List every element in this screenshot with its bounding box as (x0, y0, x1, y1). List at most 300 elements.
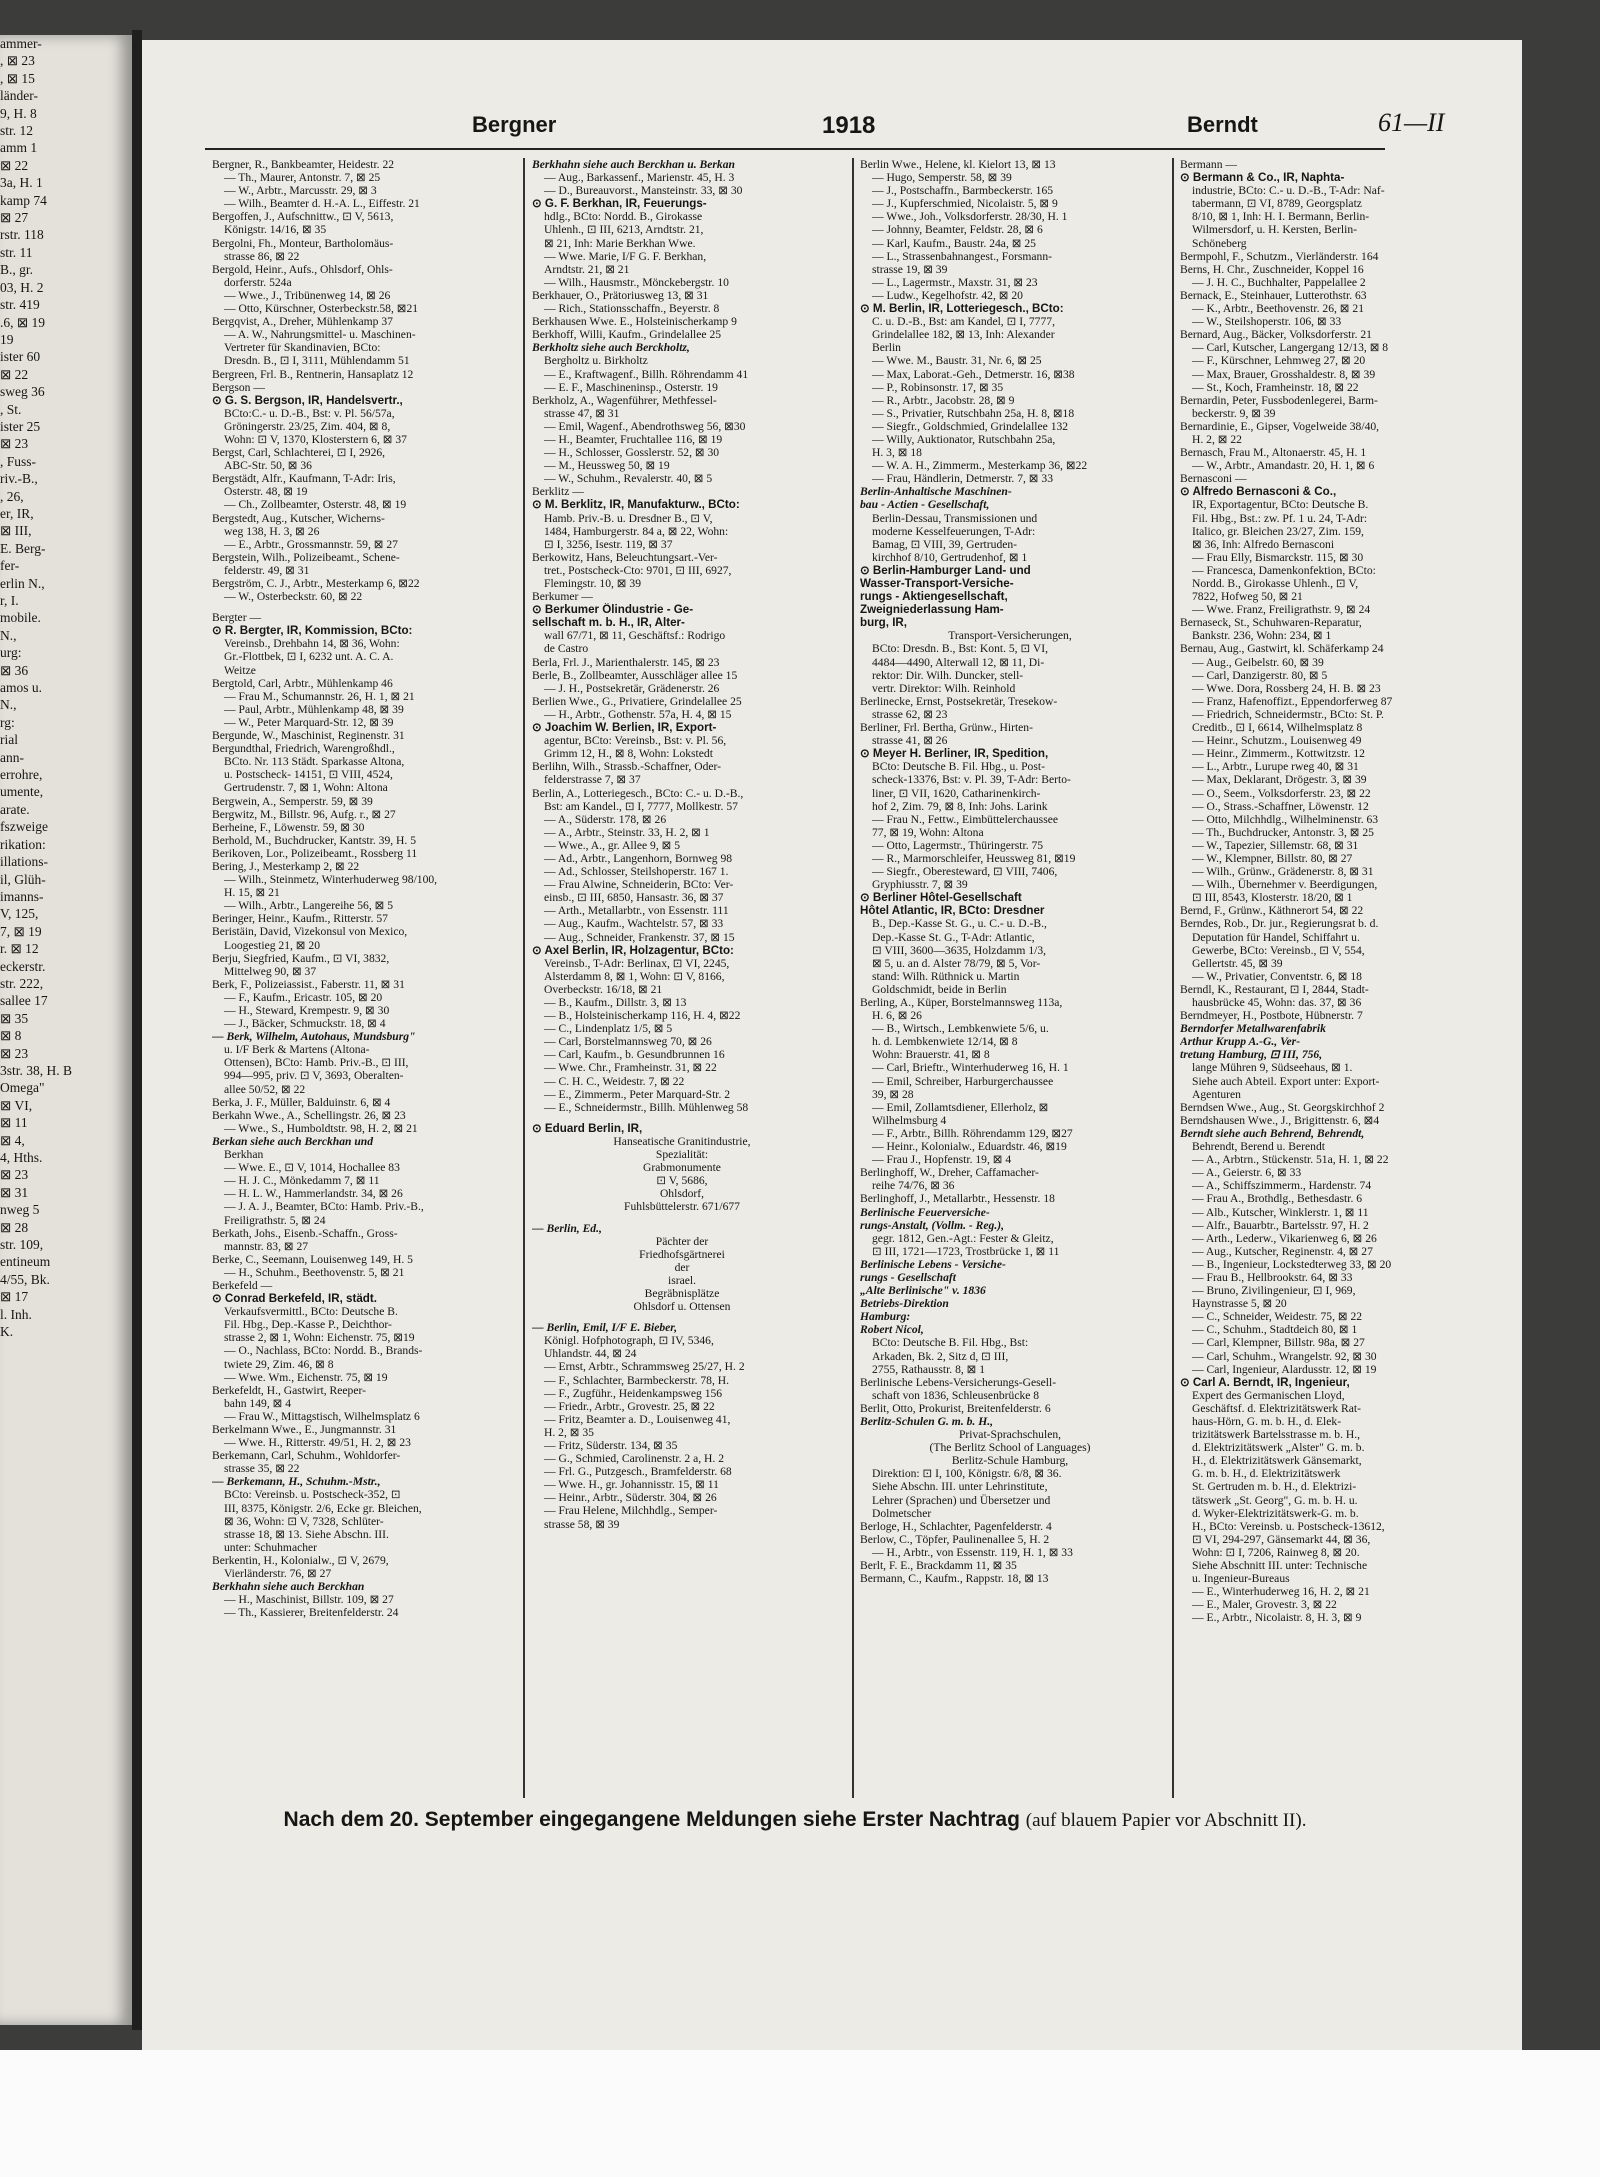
directory-entry: Friedhofsgärtnerei (639, 1247, 725, 1261)
directory-entry: Berliner, Frl. Bertha, Grünw., Hirten- (860, 721, 1033, 735)
directory-entry: — Frau M., Schumannstr. 26, H. 1, ⊠ 21 (224, 689, 415, 703)
directory-entry: — E., Maler, Grovestr. 3, ⊠ 22 (1192, 1598, 1337, 1612)
directory-entry: Berns, H. Chr., Zuschneider, Koppel 16 (1180, 262, 1364, 276)
directory-entry: Bergstein, Wilh., Polizeibeamt., Schene- (212, 550, 400, 564)
directory-entry: — F., Arbtr., Billh. Röhrendamm 129, ⊠27 (872, 1126, 1073, 1140)
left-page-text-fragment: imanns- (0, 888, 44, 904)
directory-entry: Osterstr. 48, ⊠ 19 (224, 485, 308, 499)
left-page-text-fragment: ⊠ 4, (0, 1132, 25, 1148)
directory-entry: — Heinr., Kolonialw., Eduardstr. 46, ⊠19 (872, 1140, 1067, 1154)
directory-entry: vertr. Direktor: Wilh. Reinhold (872, 681, 1016, 695)
directory-entry: Bermann, C., Kaufm., Rappstr. 18, ⊠ 13 (860, 1572, 1049, 1586)
directory-entry: Berle, B., Zollbeamter, Ausschläger allee 15 (532, 668, 738, 682)
directory-entry: — Wwe. H., gr. Johannisstr. 15, ⊠ 11 (544, 1478, 719, 1492)
directory-entry: — Carl, Klempner, Billstr. 98a, ⊠ 27 (1192, 1336, 1365, 1350)
directory-entry: Privat-Sprachschulen, (958, 1428, 1062, 1442)
directory-entry: — W., Steilshoperstr. 106, ⊠ 33 (1192, 315, 1342, 329)
directory-entry: Grabmonumente (643, 1161, 721, 1175)
left-page-fragment (0, 35, 132, 2025)
directory-entry: — Otto, Kürschner, Osterbeckstr.58, ⊠21 (224, 302, 419, 316)
directory-entry: — Ludw., Kegelhofstr. 42, ⊠ 20 (872, 288, 1023, 302)
left-page-text-fragment: ⊠ 23 (0, 1167, 29, 1183)
directory-entry: — Arth., Metallarbtr., von Essenstr. 111 (544, 904, 729, 918)
directory-entry: strasse 2, ⊠ 1, Wohn: Eichenstr. 75, ⊠19 (224, 1331, 415, 1345)
directory-entry: Dep.-Kasse St. G., T-Adr: Atlantic, (872, 930, 1035, 944)
directory-entry: Bergholtz u. Birkholtz (544, 354, 648, 368)
page-header (142, 108, 1522, 142)
directory-entry: — W., Schuhm., Revalerstr. 40, ⊠ 5 (544, 472, 713, 486)
directory-entry: — O., Seem., Volksdorferstr. 23, ⊠ 22 (1192, 786, 1371, 800)
directory-entry: — L., Lagermstr., Maxstr. 31, ⊠ 23 (872, 275, 1038, 289)
directory-entry (532, 1114, 832, 1122)
directory-entry: — C. H. C., Weidestr. 7, ⊠ 22 (544, 1074, 685, 1088)
directory-entry: — Wwe., S., Humboldtstr. 98, H. 2, ⊠ 21 (224, 1121, 418, 1135)
directory-entry: — Wilh., Arbtr., Langereihe 56, ⊠ 5 (224, 899, 394, 913)
directory-entry: Bernasch, Frau M., Altonaerstr. 45, H. 1 (1180, 446, 1367, 460)
directory-entry: — Willy, Auktionator, Rutschbahn 25a, (872, 432, 1056, 446)
directory-entry: — Wwe., J., Tribünenweg 14, ⊠ 26 (224, 288, 391, 302)
directory-entry: — Francesca, Damenkonfektion, BCto: (1192, 563, 1376, 577)
directory-entry: — Aug., Kaufm., Wachtelstr. 57, ⊠ 33 (544, 917, 724, 931)
directory-entry: Hamburg: (860, 1310, 911, 1324)
directory-entry: — A. W., Nahrungsmittel- u. Maschinen- (224, 328, 416, 342)
directory-entry: ⊙ Eduard Berlin, IR, (532, 1121, 643, 1135)
left-page-text-fragment: kamp 74 (0, 192, 47, 208)
directory-entry: ⊠ 5, u. an d. Alster 78/79, ⊠ 5, Vor- (872, 956, 1041, 970)
directory-entry: Arthur Krupp A.-G., Ver- (1180, 1035, 1301, 1049)
directory-entry: Behrendt, Berend u. Berendt (1192, 1140, 1325, 1154)
directory-entry: Verkaufsvermittl., BCto: Deutsche B. (224, 1305, 398, 1319)
directory-entry (212, 603, 512, 611)
directory-entry: felderstrasse 7, ⊠ 37 (544, 773, 641, 787)
directory-entry: Berkath, Johs., Eisenb.-Schaffn., Gross- (212, 1226, 398, 1240)
left-page-text-fragment: 4, Hths. (0, 1150, 43, 1165)
directory-entry: Bergstädt, Alfr., Kaufmann, T-Adr: Iris, (212, 472, 396, 486)
left-page-text-fragment: il, Glüh- (0, 871, 46, 887)
directory-entry: — E., Kraftwagenf., Billh. Röhrendamm 41 (544, 367, 749, 381)
directory-entry: Berndl, K., Restaurant, ⊡ I, 2844, Stadt- (1180, 982, 1369, 996)
directory-entry: de Castro (544, 642, 589, 656)
directory-entry: Grindelallee 182, ⊠ 13, Inh: Alexander (872, 328, 1055, 342)
directory-entry: Dresdn. B., ⊡ I, 3111, Mühlendamm 51 (224, 354, 410, 368)
directory-entry: G. m. b. H., d. Elektrizitätswerk (1192, 1467, 1341, 1481)
directory-entry: C. u. D.-B., Bst: am Kandel, ⊡ I, 7777, (872, 315, 1055, 329)
directory-entry: d. Elektrizitätswerk „Alster" G. m. b. (1192, 1441, 1365, 1455)
directory-entry: Gellertstr. 45, ⊠ 39 (1192, 956, 1283, 970)
directory-entry: Berkan siehe auch Berckhan und (212, 1134, 374, 1148)
directory-entry: H., BCto: Vereinsb. u. Postscheck-13612, (1192, 1519, 1385, 1533)
directory-entry: — Frau J., Hopfenstr. 19, ⊠ 4 (872, 1153, 1012, 1167)
directory-entry: felderstr. 49, ⊠ 31 (224, 563, 310, 577)
directory-entry: — W., Osterbeckstr. 60, ⊠ 22 (224, 590, 363, 604)
directory-entry: — B., Wirtsch., Lembkenwiete 5/6, u. (872, 1022, 1049, 1036)
directory-entry: Bernack, E., Steinhauer, Lutterothstr. 63 (1180, 288, 1367, 302)
directory-entry: — F., Kaufm., Ericastr. 105, ⊠ 20 (224, 990, 383, 1004)
directory-entry: — Th., Kassierer, Breitenfelderstr. 24 (224, 1606, 399, 1620)
directory-entry: strasse 18, ⊠ 13. Siehe Abschn. III. (224, 1527, 389, 1541)
directory-entry: — Friedrich, Schneidermstr., BCto: St. P. (1192, 707, 1384, 721)
directory-entry: bahn 149, ⊠ 4 (224, 1396, 292, 1410)
directory-entry: — Frau Alwine, Schneiderin, BCto: Ver- (544, 878, 734, 892)
directory-entry: Schöneberg (1192, 236, 1247, 250)
left-page-text-fragment: sweg 36 (0, 384, 45, 400)
directory-entry: — Arth., Lederw., Vikarienweg 6, ⊠ 26 (1192, 1231, 1377, 1245)
left-page-text-fragment: , ⊠ 23 (0, 53, 35, 69)
directory-entry: — Aug., Geibelstr. 60, ⊠ 39 (1192, 655, 1324, 669)
directory-entry: Nordd. B., Girokasse Uhlenh., ⊡ V, (1192, 577, 1359, 590)
directory-entry: tabermann, ⊡ VI, 8789, Georgsplatz (1192, 197, 1362, 211)
directory-entry: hausbrücke 45, Wohn: das. 37, ⊠ 36 (1192, 996, 1362, 1009)
directory-entry: Bering, J., Mesterkamp 2, ⊠ 22 (212, 859, 360, 873)
directory-entry: ⊙ Conrad Berkefeld, IR, städt. (212, 1292, 377, 1306)
left-page-text-fragment: ⊠ 23 (0, 436, 29, 452)
directory-entry: — Berk, Wilhelm, Autohaus, Mundsburg" (212, 1030, 416, 1044)
directory-entry: ⊡ I, 3256, Isestr. 119, ⊠ 37 (544, 537, 673, 551)
left-page-text-fragment: urg: (0, 645, 22, 661)
directory-entry: H. 6, ⊠ 26 (872, 1009, 922, 1023)
directory-entry: Wilmersdorf, u. H. Kersten, Berlin- (1192, 223, 1358, 237)
directory-entry: — Ch., Zollbeamter, Osterstr. 48, ⊠ 19 (224, 498, 407, 512)
left-page-text-fragment: rial (0, 732, 18, 748)
header-rule (205, 148, 1385, 150)
directory-entry: Loogestieg 21, ⊠ 20 (224, 938, 321, 952)
directory-entry: scheck-13376, Bst: v. Pl. 39, T-Adr: Berto- (872, 773, 1071, 787)
left-page-text-fragment: rstr. 118 (0, 227, 44, 243)
directory-entry: ⊙ Carl A. Berndt, IR, Ingenieur, (1180, 1375, 1350, 1389)
directory-entry: Wohn: ⊡ I, 7206, Rainweg 8, ⊠ 20. (1192, 1545, 1360, 1559)
directory-entry: — Wilh., Beamter d. H.-A. L., Eiffestr. 21 (224, 197, 420, 211)
directory-entry: Berndshausen Wwe., J., Brigittenstr. 6, ⊠4 (1180, 1113, 1380, 1127)
directory-entry: Bermpohl, F., Schutzm., Vierländerstr. 164 (1180, 249, 1379, 263)
left-page-text-fragment: erlin N., (0, 575, 45, 591)
directory-entry: strasse 58, ⊠ 39 (544, 1517, 620, 1531)
directory-entry: ⊙ Axel Berlin, IR, Holzagentur, BCto: (532, 943, 734, 957)
left-page-text-fragment: er, IR, (0, 505, 34, 521)
directory-entry: Berkholz, A., Wagenführer, Methfessel- (532, 393, 717, 407)
directory-entry: Vertreter für Skandinavien, BCto: (224, 341, 381, 355)
directory-entry: Bergner, R., Bankbeamter, Heidestr. 22 (212, 158, 395, 171)
left-page-text-fragment: ⊠ VI, (0, 1097, 33, 1113)
directory-entry: Berklitz — (532, 485, 584, 499)
directory-entry: u. Ingenieur-Bureaus (1192, 1572, 1290, 1586)
directory-entry: Berhold, M., Buchdrucker, Kantstr. 39, H. 5 (212, 833, 417, 847)
directory-entry: — A., Arbtrn., Stückenstr. 51a, H. 1, ⊠ 22 (1192, 1153, 1389, 1167)
directory-entry: — R., Arbtr., Jacobstr. 28, ⊠ 9 (872, 393, 1015, 407)
directory-entry: Bergoffen, J., Aufschnittw., ⊡ V, 5613, (212, 210, 394, 224)
left-page-text-fragment: str. 11 (0, 244, 33, 260)
directory-entry: Bergunde, W., Maschinist, Reginenstr. 31 (212, 729, 405, 743)
left-page-text-fragment: B., gr. (0, 262, 34, 278)
directory-entry: strasse 86, ⊠ 22 (224, 249, 300, 263)
left-page-text-fragment: r, I. (0, 593, 19, 608)
left-page-text-fragment: l. Inh. (0, 1306, 32, 1322)
directory-entry: — W., Tapezier, Sillemstr. 68, ⊠ 31 (1192, 838, 1359, 852)
directory-entry: 4484—4490, Alterwall 12, ⊠ 11, Di- (872, 655, 1045, 669)
directory-entry: Berkhoff, Willi, Kaufm., Grindelallee 25 (532, 328, 722, 342)
directory-entry: — Carl, Danzigerstr. 80, ⊠ 5 (1192, 668, 1328, 682)
directory-entry: — W. A. H., Zimmerm., Mesterkamp 36, ⊠22 (872, 459, 1088, 473)
directory-entry: Hôtel Atlantic, IR, BCto: Dresdner (860, 904, 1045, 918)
directory-entry: Uhlenh., ⊡ III, 6213, Arndtstr. 21, (544, 223, 704, 237)
directory-entry: kirchhof 8/10, Gertrudenhof, ⊠ 1 (872, 550, 1028, 564)
directory-entry: Hamb. Priv.-B. u. Dresdner B., ⊡ V, (544, 511, 713, 525)
directory-entry: Berlihn, Wilh., Strassb.-Schaffner, Oder- (532, 760, 722, 774)
directory-entry: ⊡ V, 5686, (656, 1174, 708, 1188)
column-3 (860, 158, 1160, 1798)
directory-entry: Uhlandstr. 44, ⊠ 24 (544, 1347, 637, 1361)
left-page-text-fragment: 3a, H. 1 (0, 175, 43, 191)
directory-entry: Wohn: ⊡ V, 1370, Klosterstern 6, ⊠ 37 (224, 432, 407, 446)
directory-entry: Bergolni, Fh., Monteur, Bartholomäus- (212, 236, 394, 250)
directory-entry: wall 67/71, ⊠ 11, Geschäftsf.: Rodrigo (544, 629, 726, 643)
directory-entry: — H., Arbtr., von Essenstr. 119, H. 1, ⊠ 33 (872, 1545, 1073, 1559)
directory-entry: Berkumer — (532, 590, 593, 604)
directory-entry: mannstr. 83, ⊠ 27 (224, 1239, 309, 1253)
directory-entry: — R., Marmorschleifer, Heussweg 81, ⊠19 (872, 851, 1076, 865)
directory-entry: Vereinsb., Drehbahn 14, ⊠ 36, Wohn: (224, 637, 400, 651)
directory-entry: BCto: Dresdn. B., Bst: Kont. 5, ⊡ VI, (872, 642, 1049, 656)
directory-entry: u. I/F Berk & Martens (Altona- (224, 1043, 370, 1057)
header-first-entry: Bergner (472, 112, 557, 137)
left-page-text-fragment: ⊠ 35 (0, 1010, 29, 1026)
directory-entry: Berkelmann Wwe., E., Jungmannstr. 31 (212, 1423, 397, 1436)
directory-entry: — Alfr., Bauarbtr., Bartelsstr. 97, H. 2 (1192, 1218, 1369, 1232)
directory-entry: — O., Nachlass, BCto: Nordd. B., Brands- (224, 1344, 423, 1358)
directory-entry: Berlinische Feuerversiche- (860, 1205, 990, 1219)
directory-entry: — C., Lindenplatz 1/5, ⊠ 5 (544, 1022, 673, 1036)
directory-entry: Bamag, ⊡ VIII, 39, Gertruden- (872, 537, 1018, 551)
left-page-text-fragment: ⊠ 23 (0, 1045, 29, 1061)
directory-entry: Bernaseck, St., Schuhwaren-Reparatur, (1180, 616, 1362, 630)
scan-bottom-margin (0, 2050, 1600, 2177)
directory-entry: Berlitz-Schule Hamburg, (951, 1454, 1069, 1468)
directory-entry: beckerstr. 9, ⊠ 39 (1192, 406, 1276, 420)
left-page-text-fragment: eckerstr. (0, 958, 46, 974)
directory-entry: — J., Postschaffn., Barmbeckerstr. 165 (872, 184, 1054, 198)
directory-entry: — Wwe. Dora, Rossberg 24, H. B. ⊠ 23 (1192, 681, 1381, 695)
left-page-text-fragment: nweg 5 (0, 1202, 40, 1218)
directory-entry: Berlow, C., Töpfer, Paulinenallee 5, H. 2 (860, 1532, 1050, 1546)
directory-entry: — Friedr., Arbtr., Grovestr. 25, ⊠ 22 (544, 1399, 715, 1413)
directory-entry: III, 8375, Königstr. 2/6, Ecke gr. Bleichen, (224, 1501, 422, 1515)
directory-entry: — P., Robinsonstr. 17, ⊠ 35 (872, 380, 1004, 394)
directory-entry: Flemingstr. 10, ⊠ 39 (544, 577, 641, 590)
directory-entry: Overbeckstr. 16/18, ⊠ 21 (544, 982, 663, 996)
left-page-text-fragment: str. 12 (0, 123, 34, 139)
directory-entry: Zweigniederlassung Ham- (860, 603, 1004, 617)
directory-entry: — Siegfr., Goldschmied, Grindelallee 132 (872, 419, 1069, 433)
directory-entry: — St., Koch, Framheinstr. 18, ⊠ 22 (1192, 380, 1359, 394)
directory-entry: — H., Arbtr., Gothenstr. 57a, H. 4, ⊠ 15 (544, 707, 732, 721)
directory-entry: Begräbnisplätze (644, 1286, 720, 1300)
directory-entry: — Heinr., Schutzm., Louisenweg 49 (1192, 734, 1362, 748)
left-page-text-fragment: ⊠ 31 (0, 1184, 29, 1200)
directory-entry: — H., Maschinist, Billstr. 109, ⊠ 27 (224, 1593, 394, 1607)
directory-entry: — Otto, Lagermstr., Thüringerstr. 75 (872, 838, 1044, 852)
directory-entry: — Wwe. E., ⊡ V, 1014, Hochallee 83 (224, 1161, 400, 1175)
left-page-text-fragment: amm 1 (0, 140, 38, 156)
directory-entry: Transport-Versicherungen, (948, 629, 1072, 643)
directory-entry: — G., Schmied, Carolinenstr. 2 a, H. 2 (544, 1452, 725, 1466)
directory-entry: d. Wyker-Elektrizitätswerk-G. m. b. (1192, 1506, 1359, 1520)
directory-entry: allee 50/52, ⊠ 22 (224, 1082, 306, 1096)
directory-entry: Ohlsdorf u. Ottensen (633, 1300, 731, 1314)
directory-entry: — E., Arbtr., Grossmannstr. 59, ⊠ 27 (224, 537, 398, 551)
directory-entry: BCto: Deutsche B. Fil. Hbg., u. Post- (872, 760, 1045, 774)
left-page-text-fragment: , ⊠ 15 (0, 70, 35, 86)
directory-entry: Spezialität: (655, 1148, 709, 1162)
directory-entry: — Carl, Brieftr., Winterhuderweg 16, H. 1 (872, 1061, 1069, 1075)
directory-entry: — Berlin, Emil, I/F E. Bieber, (532, 1321, 678, 1335)
directory-entry: burg, IR, (860, 616, 908, 630)
directory-entry: Agenturen (1192, 1087, 1241, 1101)
directory-entry: Berlin Wwe., Helene, kl. Kielort 13, ⊠ 13 (860, 158, 1056, 171)
directory-entry: Wasser-Transport-Versiche- (860, 577, 1014, 590)
left-page-text-fragment: Omega" (0, 1080, 45, 1096)
directory-entry: — H., Schlosser, Gosslerstr. 52, ⊠ 30 (544, 446, 720, 460)
directory-entry: — Carl, Kaufm., b. Gesundbrunnen 16 (544, 1048, 725, 1062)
directory-entry: — Emil, Wagenf., Abendrothsweg 56, ⊠30 (544, 419, 746, 433)
directory-entry: Berkhauer, O., Prätoriusweg 13, ⊠ 31 (532, 288, 709, 302)
directory-entry: 994—995, priv. ⊡ V, 3693, Oberalten- (224, 1069, 404, 1083)
directory-entry: Deputation für Handel, Schiffahrt u. (1192, 930, 1360, 944)
directory-entry: — L., Arbtr., Lurupe rweg 40, ⊠ 31 (1192, 760, 1359, 774)
left-page-text-fragment: 4/55, Bk. (0, 1271, 50, 1287)
directory-entry: — W., Peter Marquard-Str. 12, ⊠ 39 (224, 715, 394, 729)
directory-entry: Gr.-Flottbek, ⊡ I, 6232 unt. A. C. A. (224, 650, 394, 664)
directory-entry: Berlinecke, Ernst, Postsekretär, Tresekow- (860, 694, 1058, 708)
directory-entry: — O., Strass.-Schaffner, Löwenstr. 12 (1192, 799, 1369, 813)
directory-entry: Beringer, Heinr., Kaufm., Ritterstr. 57 (212, 912, 388, 926)
left-page-text-fragment: V, 125, (0, 906, 39, 922)
directory-entry: — Wwe. M., Baustr. 31, Nr. 6, ⊠ 25 (872, 354, 1042, 368)
directory-entry: twiete 29, Zim. 46, ⊠ 8 (224, 1357, 334, 1371)
left-page-text-fragment: 3str. 38, H. B (0, 1062, 73, 1078)
directory-entry: — F., Kürschner, Lehmweg 27, ⊠ 20 (1192, 354, 1366, 368)
directory-entry: liner, ⊡ VII, 1620, Catharinenkirch- (872, 786, 1041, 800)
directory-entry: Berkentin, H., Kolonialw., ⊡ V, 2679, (212, 1553, 389, 1567)
left-page-text-fragment: ⊠ 36 (0, 662, 29, 678)
directory-entry: sellschaft m. b. H., IR, Alter- (532, 616, 685, 630)
directory-entry: strasse 62, ⊠ 23 (872, 707, 948, 721)
directory-entry: Gryphiusstr. 7, ⊠ 39 (872, 878, 968, 892)
directory-entry: ⊠ 36, Wohn: ⊡ V, 7328, Schlüter- (224, 1514, 384, 1528)
directory-entry: — B., Ingenieur, Lockstedterweg 33, ⊠ 20 (1192, 1257, 1392, 1271)
directory-entry: ⊙ Alfredo Bernasconi & Co., (1180, 485, 1337, 499)
directory-entry: weg 138, H. 3, ⊠ 26 (224, 524, 320, 538)
directory-entry: — Th., Maurer, Antonstr. 7, ⊠ 25 (224, 171, 381, 185)
directory-entry: h. d. Lembkenwiete 12/14, ⊠ 8 (872, 1035, 1018, 1049)
directory-entry: BCto: Deutsche B. Fil. Hbg., Bst: (872, 1336, 1029, 1350)
directory-entry: — H., Schuhm., Beethovenstr. 5, ⊠ 21 (224, 1265, 405, 1279)
directory-entry: B., Dep.-Kasse St. G., u. C.- u. D.-B., (872, 917, 1047, 931)
directory-entry: — Frau, Händlerin, Detmerstr. 7, ⊠ 33 (872, 472, 1054, 486)
directory-entry: einsb., ⊡ III, 6850, Hansastr. 36, ⊠ 37 (544, 891, 724, 905)
left-page-text-fragment: , 26, (0, 488, 24, 504)
directory-entry: Bergstedt, Aug., Kutscher, Wicherns- (212, 511, 385, 525)
directory-entry: dorferstr. 524a (224, 275, 292, 289)
directory-entry: BCto: Vereinsb. u. Postscheck-352, ⊡ (224, 1488, 401, 1502)
directory-entry: — Berkemann, H., Schuhm.-Mstr., (212, 1475, 381, 1489)
directory-entry: 2755, Rathausstr. 8, ⊠ 1 (872, 1362, 986, 1376)
column-1 (212, 158, 512, 1798)
directory-entry: Gröningerstr. 23/25, Zim. 404, ⊠ 8, (224, 419, 391, 433)
directory-entry: Berkowitz, Hans, Beleuchtungsart.-Ver- (532, 550, 718, 564)
left-page-text-fragment: rg: (0, 714, 15, 730)
directory-entry: Bergreen, Frl. B., Rentnerin, Hansaplatz 12 (212, 367, 414, 381)
directory-entry: — C., Schuhm., Stadtdeich 80, ⊠ 1 (1192, 1323, 1358, 1337)
directory-entry: ABC-Str. 50, ⊠ 36 (224, 459, 312, 473)
directory-entry: Bergwitz, M., Billstr. 96, Aufg. r., ⊠ 27 (212, 807, 396, 821)
directory-entry: — Max, Brauer, Grosshaldestr. 8, ⊠ 39 (1192, 367, 1376, 381)
left-page-text-fragment: umente, (0, 784, 44, 800)
directory-entry: strasse 41, ⊠ 26 (872, 734, 948, 748)
directory-entry: lange Mühren 9, Südseehaus, ⊠ 1. (1192, 1061, 1353, 1075)
left-page-text-fragment: E. Berg- (0, 540, 46, 556)
column-divider (1172, 158, 1174, 1798)
left-page-text-fragment: ⊠ 17 (0, 1289, 29, 1305)
left-page-text-fragment: ister 25 (0, 418, 41, 434)
directory-entry: 39, ⊠ 28 (872, 1087, 914, 1101)
directory-entry: ⊙ G. F. Berkhan, IR, Feuerungs- (532, 197, 707, 211)
directory-entry: Berju, Siegfried, Kaufm., ⊡ VI, 3832, (212, 951, 390, 965)
directory-entry: Bernd, F., Grünw., Käthnerort 54, ⊠ 22 (1180, 904, 1364, 918)
directory-entry: — Emil, Zollamtsdiener, Ellerholz, ⊠ (872, 1100, 1049, 1114)
directory-entry: — W., Privatier, Conventstr. 6, ⊠ 18 (1192, 969, 1362, 983)
directory-entry: Berheine, F., Löwenstr. 59, ⊠ 30 (212, 820, 365, 834)
directory-entry: — H. L. W., Hammerlandstr. 34, ⊠ 26 (224, 1187, 403, 1201)
left-page-text-fragment: ⊠ 8 (0, 1028, 22, 1044)
footer-bold-text: Nach dem 20. September eingegangene Meldungen siehe Erster Nachtrag (283, 1808, 1020, 1831)
left-page-text-fragment: str. 222, (0, 975, 44, 991)
directory-entry: Berkefeld — (212, 1278, 273, 1292)
directory-entry: — Frau W., Mittagstisch, Wilhelmsplatz 6 (224, 1409, 420, 1423)
left-page-text-fragment: arate. (0, 801, 30, 817)
directory-entry (532, 1313, 832, 1321)
directory-entry: ⊡ III, 8543, Klosterstr. 18/20, ⊠ 1 (1192, 891, 1353, 905)
directory-entry: — Frau A., Brothdlg., Bethesdastr. 6 (1192, 1192, 1363, 1206)
directory-entry: — M., Heussweg 50, ⊠ 19 (544, 459, 670, 473)
directory-entry: ⊡ VIII, 3600—3635, Holzdamm 1/3, (872, 943, 1047, 957)
directory-entry: Bergold, Heinr., Aufs., Ohlsdorf, Ohls- (212, 262, 393, 276)
header-last-entry: Berndt (1187, 112, 1258, 137)
directory-entry: — W., Klempner, Billstr. 80, ⊠ 27 (1192, 851, 1353, 865)
directory-entry: Wilhelmsburg 4 (872, 1113, 947, 1127)
footer-note (205, 1808, 1385, 1832)
directory-entry: — W., Arbtr., Marcusstr. 29, ⊠ 3 (224, 184, 377, 198)
directory-entry: Berndmeyer, H., Postbote, Hübnerstr. 7 (1180, 1009, 1363, 1023)
left-page-text-fragment: ⊠ 22 (0, 366, 29, 382)
directory-entry: — Wilh., Steinmetz, Winterhuderweg 98/100, (224, 873, 438, 887)
directory-entry: Bernau, Aug., Gastwirt, kl. Schäferkamp 24 (1180, 642, 1384, 656)
directory-entry: Expert des Germanischen Lloyd, (1192, 1388, 1345, 1402)
directory-entry: Berlin-Dessau, Transmissionen und (872, 511, 1038, 525)
directory-entry: Ottensen), BCto: Hamb. Priv.-B., ⊡ III, (224, 1056, 409, 1070)
directory-entry: H. 15, ⊠ 21 (224, 886, 280, 900)
directory-entry: — Wwe. H., Ritterstr. 49/51, H. 2, ⊠ 23 (224, 1436, 411, 1450)
directory-entry: Italico, gr. Bleichen 23/27, Zim. 159, (1192, 524, 1364, 538)
directory-entry: Bergter — (212, 611, 262, 625)
directory-entry: — A., Süderstr. 178, ⊠ 26 (544, 812, 667, 826)
directory-entry: Berkahn Wwe., A., Schellingstr. 26, ⊠ 23 (212, 1108, 406, 1122)
directory-entry: — D., Bureauvorst., Mansteinstr. 33, ⊠ 30 (544, 184, 743, 198)
directory-entry: Weitze (224, 663, 256, 677)
directory-entry: ⊙ G. S. Bergson, IR, Handelsvertr., (212, 393, 403, 407)
directory-entry: — Frau Elly, Bismarckstr. 115, ⊠ 30 (1192, 550, 1364, 564)
directory-entry: — Carl, Schuhm., Wrangelstr. 92, ⊠ 30 (1192, 1349, 1377, 1363)
directory-entry: H. 2, ⊠ 22 (1192, 432, 1242, 446)
directory-entry: rungs-Anstalt, (Vollm. - Reg.), (860, 1218, 1004, 1232)
